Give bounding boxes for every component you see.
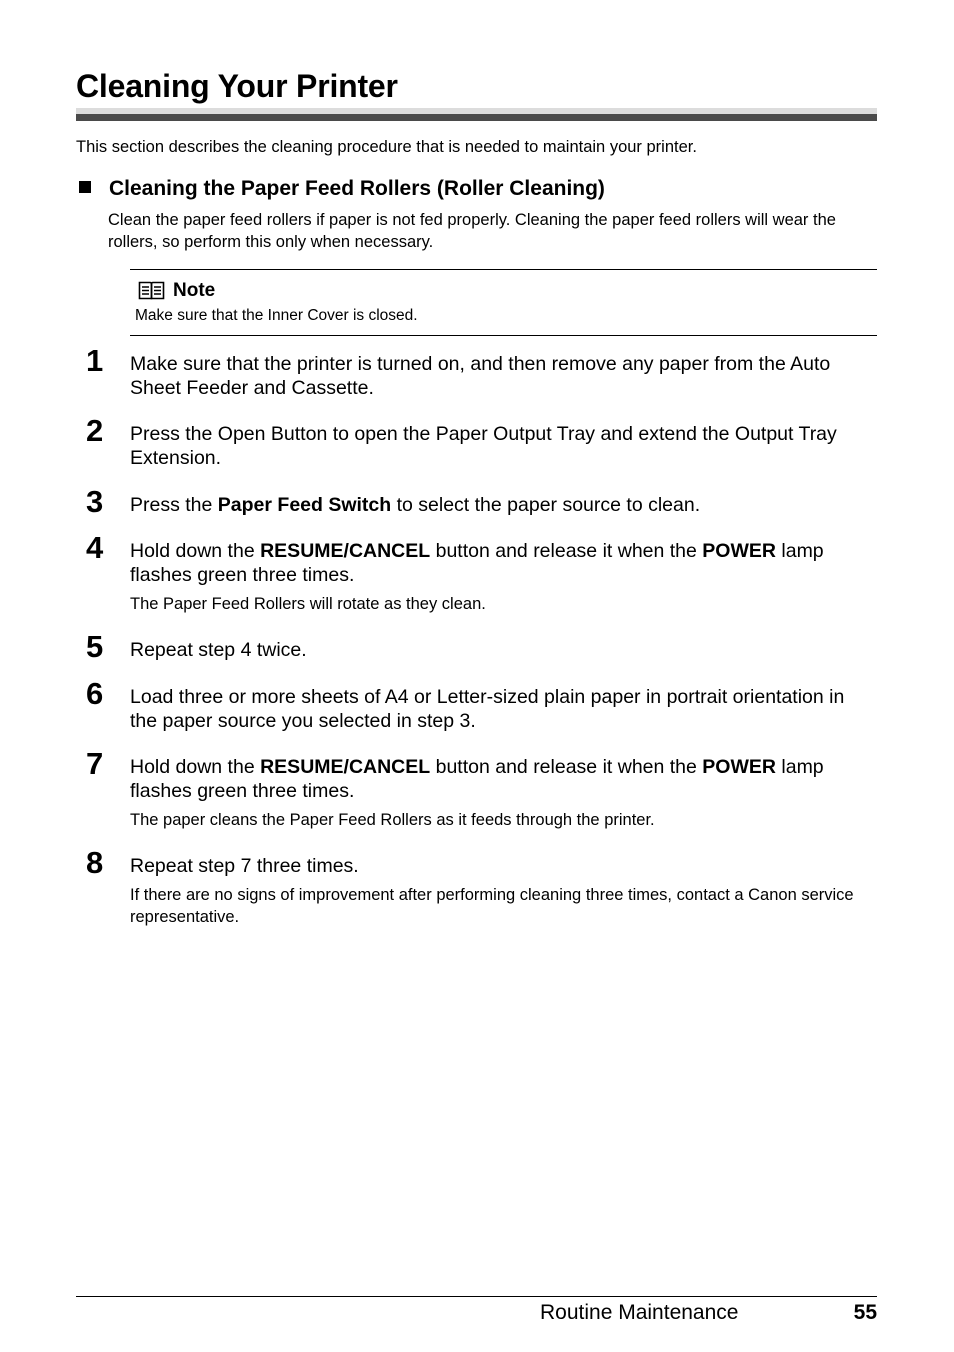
bold-term: POWER: [702, 756, 776, 778]
square-bullet-icon: [79, 181, 91, 193]
book-note-icon: [138, 280, 165, 307]
note-heading-text: Note: [173, 280, 216, 301]
step-number: 4: [86, 530, 104, 565]
text-run: lamp flashes green three times.: [130, 540, 824, 586]
step-number: 8: [86, 845, 104, 880]
step-text: [130, 638, 876, 662]
text-run: Repeat step 7 three times.: [130, 855, 359, 877]
step-text: [130, 352, 876, 400]
text-run: Press the: [130, 494, 218, 516]
text-run: to select the paper source to clean.: [391, 494, 701, 516]
step-number: 6: [86, 676, 104, 711]
page-title: Cleaning Your Printer: [76, 68, 398, 104]
step-text: [130, 422, 876, 470]
text-run: Repeat step 4 twice.: [130, 639, 307, 661]
bold-term: Paper Feed Switch: [217, 494, 392, 516]
text-run: Make sure that the printer is turned on, and then remove any paper from the Auto Sheet Feeder and Cassette.: [130, 353, 831, 399]
intro-text: This section describes the cleaning procedure that is needed to maintain your printer.: [76, 138, 697, 156]
section-heading: [76, 175, 876, 203]
step-text: [130, 755, 876, 803]
text-run: Hold down the: [130, 756, 261, 778]
step-number: 2: [86, 413, 104, 448]
step-note: The Paper Feed Rollers will rotate as they clean.: [130, 595, 486, 613]
step-text: [130, 539, 876, 587]
step-text: [130, 854, 876, 878]
text-run: button and release it when the: [430, 756, 703, 778]
section-heading-text: Cleaning the Paper Feed Rollers (Roller Cleaning): [109, 177, 605, 200]
step-number: 3: [86, 484, 104, 519]
text-run: Hold down the: [130, 540, 261, 562]
step-number: 1: [86, 343, 104, 378]
text-run: Load three or more sheets of A4 or Letter-sized plain paper in portrait orientation in the paper source you selected in step 3.: [130, 686, 845, 732]
bold-term: RESUME/CANCEL: [260, 540, 431, 562]
bold-term: RESUME/CANCEL: [260, 756, 431, 778]
title-rule-dark: [76, 114, 877, 121]
text-run: lamp flashes green three times.: [130, 756, 824, 802]
bold-term: POWER: [702, 540, 776, 562]
step-number: 7: [86, 746, 104, 781]
footer-section-name: Routine Maintenance: [540, 1301, 739, 1324]
text-run: Press the Open Button to open the Paper Output Tray and extend the Output Tray Extension.: [130, 423, 837, 469]
step-number: 5: [86, 629, 104, 664]
step-text: [130, 685, 876, 733]
footer-rule: [76, 1296, 877, 1297]
footer-page-number: 55: [853, 1301, 877, 1324]
text-run: button and release it when the: [430, 540, 703, 562]
note-heading: [138, 279, 215, 307]
step-note: If there are no signs of improvement after performing cleaning three times, contact a Canon service representative.: [130, 886, 854, 926]
note-text: Make sure that the Inner Cover is closed.: [135, 307, 418, 324]
note-box: [130, 269, 877, 336]
section-description: Clean the paper feed rollers if paper is not fed properly. Cleaning the paper feed rollers will wear the rollers, so perform this only when necessary.: [108, 211, 836, 251]
step-text: [130, 493, 876, 517]
step-note: The paper cleans the Paper Feed Rollers as it feeds through the printer.: [130, 811, 655, 829]
